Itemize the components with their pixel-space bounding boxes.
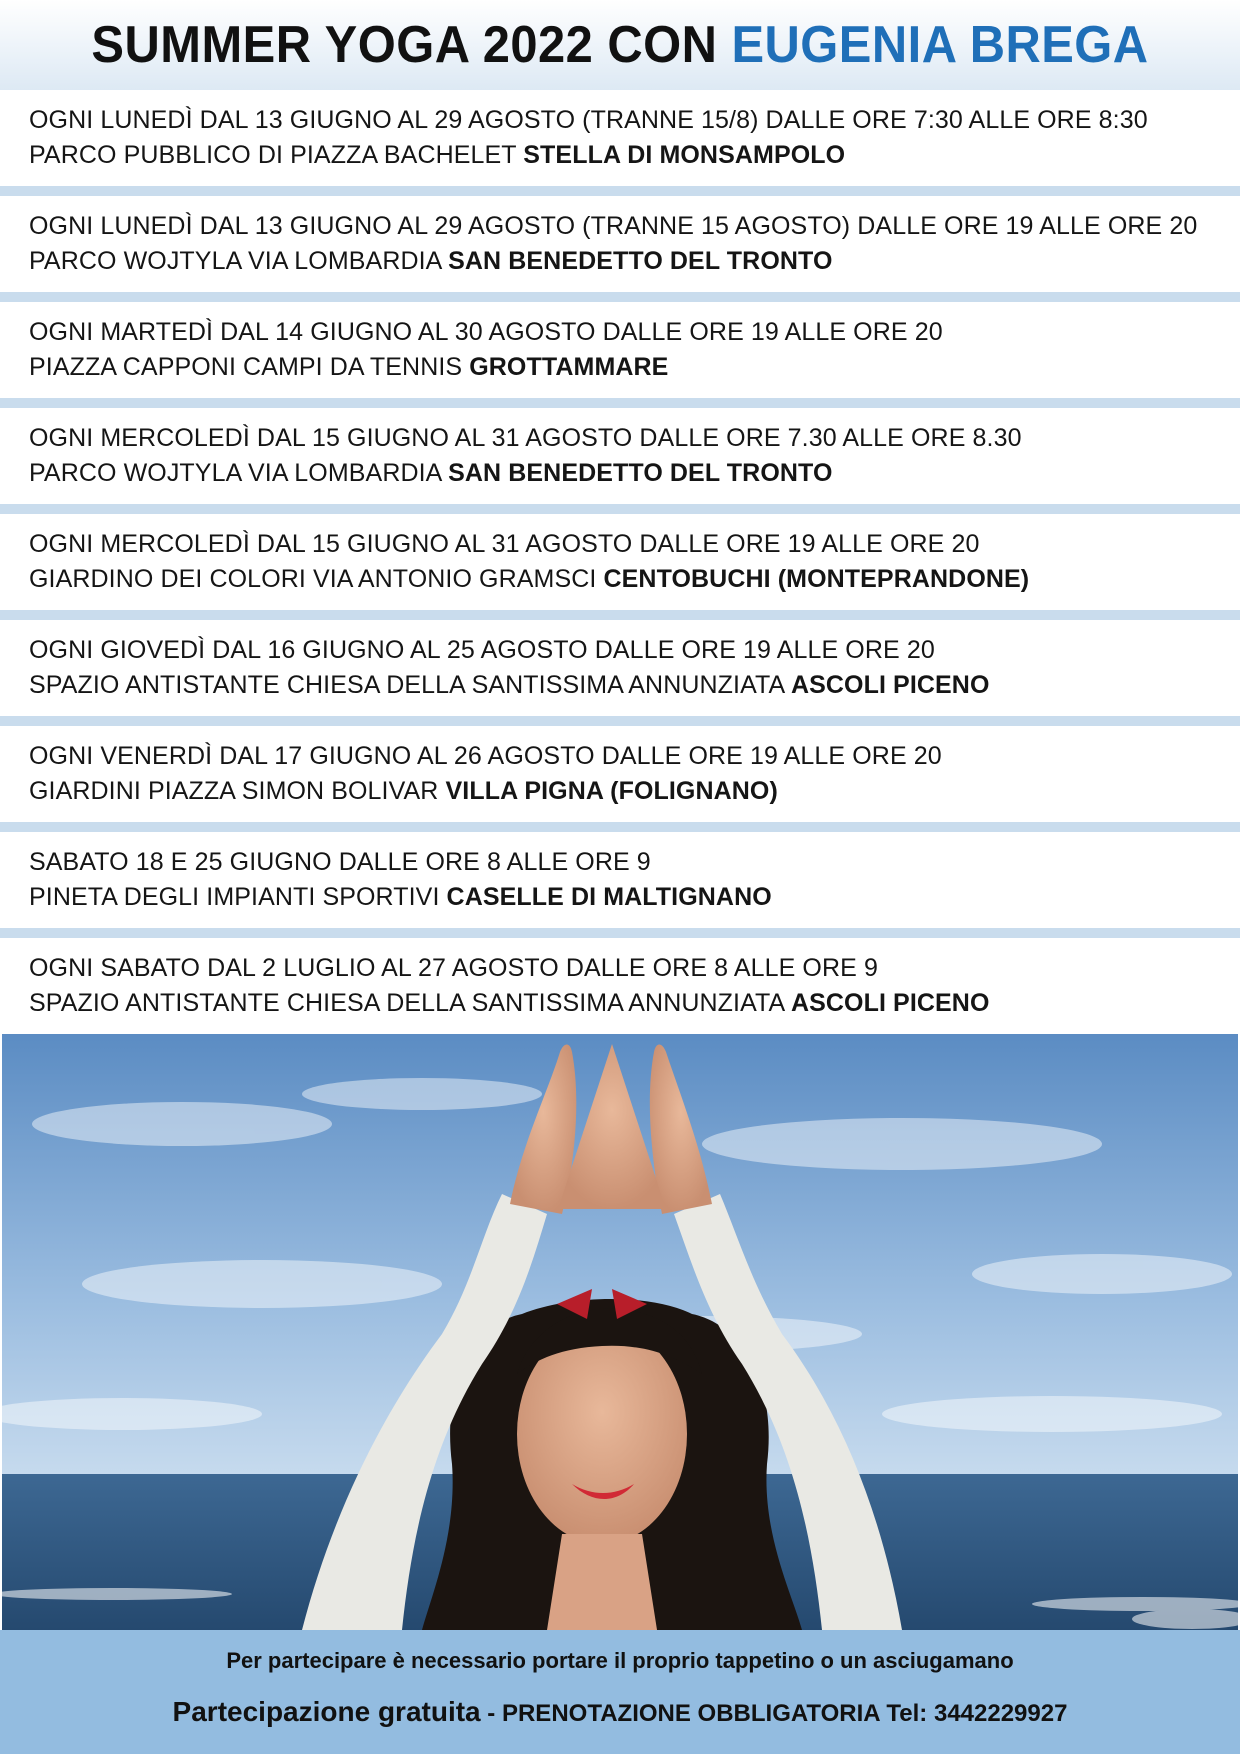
event-location — [29, 880, 1240, 915]
schedule-list — [0, 90, 1240, 1034]
event-location — [29, 774, 1240, 809]
event-item — [0, 196, 1240, 292]
event-item — [0, 408, 1240, 504]
event-place: PARCO WOJTYLA VIA LOMBARDIA — [29, 459, 449, 487]
flyer-title — [37, 0, 1203, 90]
event-item — [0, 938, 1240, 1034]
requirement-note: Per partecipare è necessario portare il proprio tappetino o un asciugamano — [226, 1648, 1014, 1673]
divider — [0, 610, 1240, 620]
event-location — [29, 138, 1240, 173]
event-town: CENTOBUCHI (MONTEPRANDONE) — [603, 565, 1030, 593]
event-location — [29, 562, 1240, 597]
event-place: PINETA DEGLI IMPIANTI SPORTIVI — [29, 883, 447, 911]
neck — [547, 1534, 657, 1630]
event-place: SPAZIO ANTISTANTE CHIESA DELLA SANTISSIMA ANNUNZIATA — [29, 989, 791, 1017]
flyer-header — [0, 0, 1240, 90]
event-town: CASELLE DI MALTIGNANO — [446, 883, 772, 911]
divider — [0, 822, 1240, 832]
booking-phone: - PRENOTAZIONE OBBLIGATORIA Tel: 3442229927 — [480, 1700, 1068, 1727]
event-schedule: OGNI LUNEDÌ DAL 13 GIUGNO AL 29 AGOSTO (TRANNE 15 AGOSTO) DALLE ORE 19 ALLE ORE 20 — [29, 212, 1198, 240]
event-schedule: SABATO 18 E 25 GIUGNO DALLE ORE 8 ALLE ORE 9 — [29, 848, 651, 876]
event-location — [29, 668, 1240, 703]
event-place: GIARDINI PIAZZA SIMON BOLIVAR — [29, 777, 446, 805]
title-prefix: SUMMER YOGA 2022 CON — [91, 16, 732, 74]
event-location — [29, 350, 1240, 385]
free-participation: Partecipazione gratuita — [172, 1696, 481, 1727]
event-town: GROTTAMMARE — [469, 353, 669, 381]
event-town: STELLA DI MONSAMPOLO — [523, 141, 846, 169]
event-schedule: OGNI MERCOLEDÌ DAL 15 GIUGNO AL 31 AGOSTO DALLE ORE 19 ALLE ORE 20 — [29, 530, 980, 558]
photo-illustration — [2, 1034, 1238, 1630]
event-place: PARCO WOJTYLA VIA LOMBARDIA — [29, 247, 449, 275]
event-item — [0, 832, 1240, 928]
divider — [0, 504, 1240, 514]
event-location — [29, 244, 1240, 279]
event-town: SAN BENEDETTO DEL TRONTO — [448, 247, 833, 275]
event-location — [29, 456, 1240, 491]
event-place: PIAZZA CAPPONI CAMPI DA TENNIS — [29, 353, 470, 381]
event-item — [0, 726, 1240, 822]
event-item — [0, 620, 1240, 716]
event-schedule: OGNI VENERDÌ DAL 17 GIUGNO AL 26 AGOSTO DALLE ORE 19 ALLE ORE 20 — [29, 742, 942, 770]
event-item — [0, 90, 1240, 186]
divider — [0, 292, 1240, 302]
divider — [0, 186, 1240, 196]
event-place: GIARDINO DEI COLORI VIA ANTONIO GRAMSCI — [29, 565, 604, 593]
booking-line — [0, 1696, 1240, 1728]
event-schedule: OGNI MERCOLEDÌ DAL 15 GIUGNO AL 31 AGOSTO DALLE ORE 7.30 ALLE ORE 8.30 — [29, 424, 1022, 452]
divider — [0, 716, 1240, 726]
instructor-photo — [2, 1034, 1238, 1630]
event-location — [29, 986, 1240, 1021]
event-town: VILLA PIGNA (FOLIGNANO) — [445, 777, 778, 805]
instructor-name: EUGENIA BREGA — [731, 16, 1149, 74]
event-town: ASCOLI PICENO — [790, 671, 990, 699]
event-schedule: OGNI LUNEDÌ DAL 13 GIUGNO AL 29 AGOSTO (TRANNE 15/8) DALLE ORE 7:30 ALLE ORE 8:30 — [29, 106, 1148, 134]
divider — [0, 928, 1240, 938]
event-town: SAN BENEDETTO DEL TRONTO — [448, 459, 833, 487]
divider — [0, 398, 1240, 408]
event-schedule: OGNI MARTEDÌ DAL 14 GIUGNO AL 30 AGOSTO DALLE ORE 19 ALLE ORE 20 — [29, 318, 943, 346]
footer-banner — [0, 1630, 1240, 1754]
event-town: ASCOLI PICENO — [790, 989, 990, 1017]
event-place: SPAZIO ANTISTANTE CHIESA DELLA SANTISSIMA ANNUNZIATA — [29, 671, 791, 699]
event-schedule: OGNI SABATO DAL 2 LUGLIO AL 27 AGOSTO DALLE ORE 8 ALLE ORE 9 — [29, 954, 878, 982]
event-place: PARCO PUBBLICO DI PIAZZA BACHELET — [29, 141, 524, 169]
event-item — [0, 514, 1240, 610]
event-schedule: OGNI GIOVEDÌ DAL 16 GIUGNO AL 25 AGOSTO DALLE ORE 19 ALLE ORE 20 — [29, 636, 935, 664]
event-item — [0, 302, 1240, 398]
